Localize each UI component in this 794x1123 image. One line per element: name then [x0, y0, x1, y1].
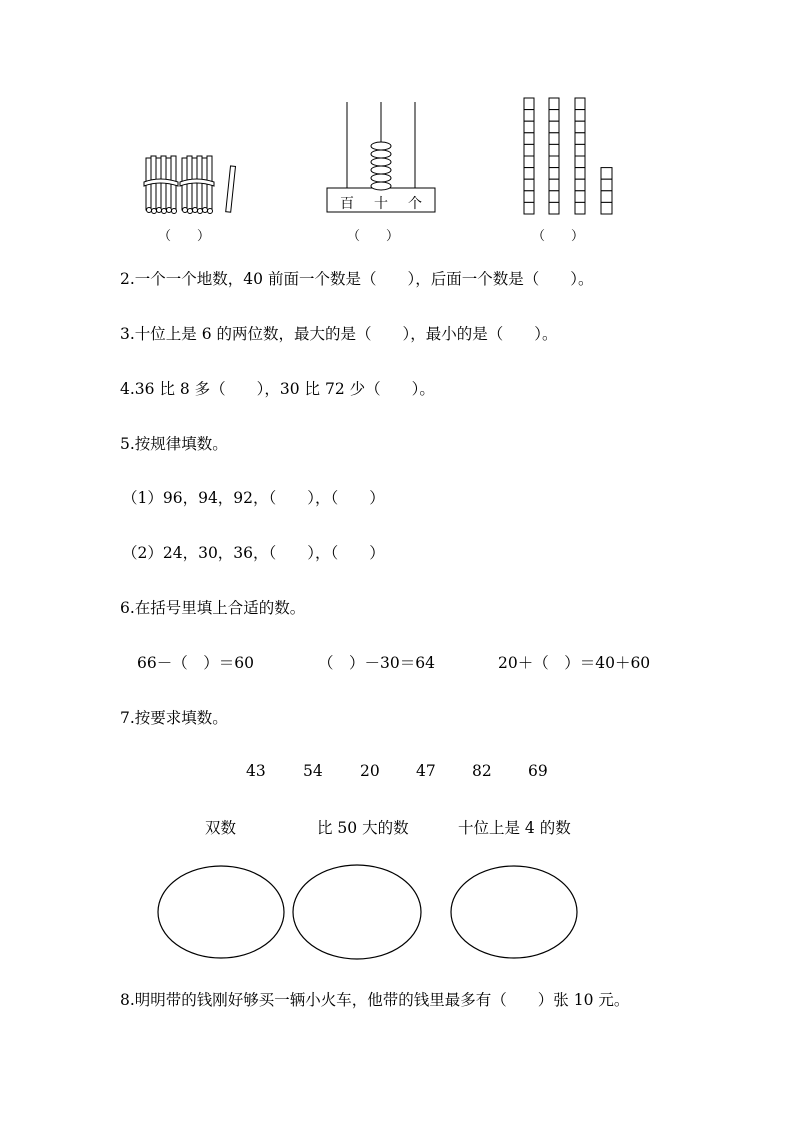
ten-rod-cell [524, 156, 534, 168]
ten-rod-cell [575, 156, 585, 168]
question-8: 8.明明带的钱刚好够买一辆小火车，他带的钱里最多有（ ）张 10 元。 [120, 991, 630, 1009]
question-4: 4.36 比 8 多（ ），30 比 72 少（ ）。 [120, 380, 435, 398]
number-item[interactable]: 43 [246, 762, 266, 780]
ten-rod-cell [575, 144, 585, 156]
category-label-even: 双数 [205, 819, 237, 837]
ten-rod-cell [549, 144, 559, 156]
answer-circles [150, 860, 590, 965]
ten-rod-cell [549, 110, 559, 122]
question-5-row-2: （2）24，30，36，（ ），（ ） [122, 544, 385, 562]
ten-rod-cell [524, 110, 534, 122]
ten-rod-cell [524, 144, 534, 156]
question-2: 2.一个一个地数，40 前面一个数是（ ），后面一个数是（ ）。 [120, 270, 594, 288]
question-7-title: 7.按要求填数。 [120, 709, 228, 727]
ten-rod-cell [575, 133, 585, 145]
ten-rod-cell [575, 121, 585, 133]
q1-blank-1[interactable]: （ ） [158, 229, 211, 244]
ten-rod-cell [549, 179, 559, 191]
question-3: 3.十位上是 6 的两位数，最大的是（ ），最小的是（ ）。 [120, 325, 558, 343]
ten-rod-cell [524, 168, 534, 180]
equation-3: 20＋（ ）＝40＋60 [498, 654, 651, 672]
ten-rod-cell [575, 202, 585, 214]
ten-rod-cell [575, 191, 585, 203]
abacus-label-ones: 个 [408, 196, 422, 212]
question-5-title: 5.按规律填数。 [120, 435, 228, 453]
ten-rod-cell [549, 133, 559, 145]
ten-rod-cell [575, 168, 585, 180]
ten-rod-cell [575, 179, 585, 191]
number-item[interactable]: 54 [303, 762, 323, 780]
answer-oval-3[interactable] [451, 866, 577, 958]
stick-bundles-image [140, 150, 250, 220]
q1-blank-3[interactable]: （ ） [532, 229, 585, 244]
question-5-row-1: （1）96，94，92，（ ），（ ） [122, 489, 385, 507]
base-ten-blocks-image [520, 96, 620, 216]
ten-rod-cell [524, 191, 534, 203]
category-label-greater-than-50: 比 50 大的数 [317, 819, 409, 837]
ten-rod-cell [575, 110, 585, 122]
ten-rod-cell [549, 156, 559, 168]
ten-rod-cell [524, 133, 534, 145]
ten-rod-cell [549, 202, 559, 214]
number-item[interactable]: 47 [416, 762, 436, 780]
ten-rod-cell [524, 121, 534, 133]
answer-oval-2[interactable] [293, 865, 421, 959]
equation-2: （ ）－30＝64 [318, 654, 435, 672]
question-6-title: 6.在括号里填上合适的数。 [120, 599, 306, 617]
answer-oval-1[interactable] [158, 866, 284, 958]
ten-rod-cell [524, 202, 534, 214]
unit-cube [601, 191, 612, 203]
number-item[interactable]: 69 [528, 762, 548, 780]
unit-cube [601, 202, 612, 214]
unit-cube [601, 168, 612, 180]
number-item[interactable]: 82 [472, 762, 492, 780]
ten-rod-cell [575, 98, 585, 110]
abacus-label-hundreds: 百 [340, 196, 354, 212]
number-item[interactable]: 20 [360, 762, 380, 780]
ten-rod-cell [524, 98, 534, 110]
q1-blank-2[interactable]: （ ） [347, 229, 400, 244]
unit-cube [601, 179, 612, 191]
ten-rod-cell [549, 98, 559, 110]
category-label-tens-digit-4: 十位上是 4 的数 [458, 819, 571, 837]
equation-1: 66－（ ）＝60 [137, 654, 254, 672]
ten-rod-cell [549, 191, 559, 203]
abacus-label-tens: 十 [374, 196, 388, 212]
ten-rod-cell [549, 121, 559, 133]
ten-rod-cell [549, 168, 559, 180]
ten-rod-cell [524, 179, 534, 191]
